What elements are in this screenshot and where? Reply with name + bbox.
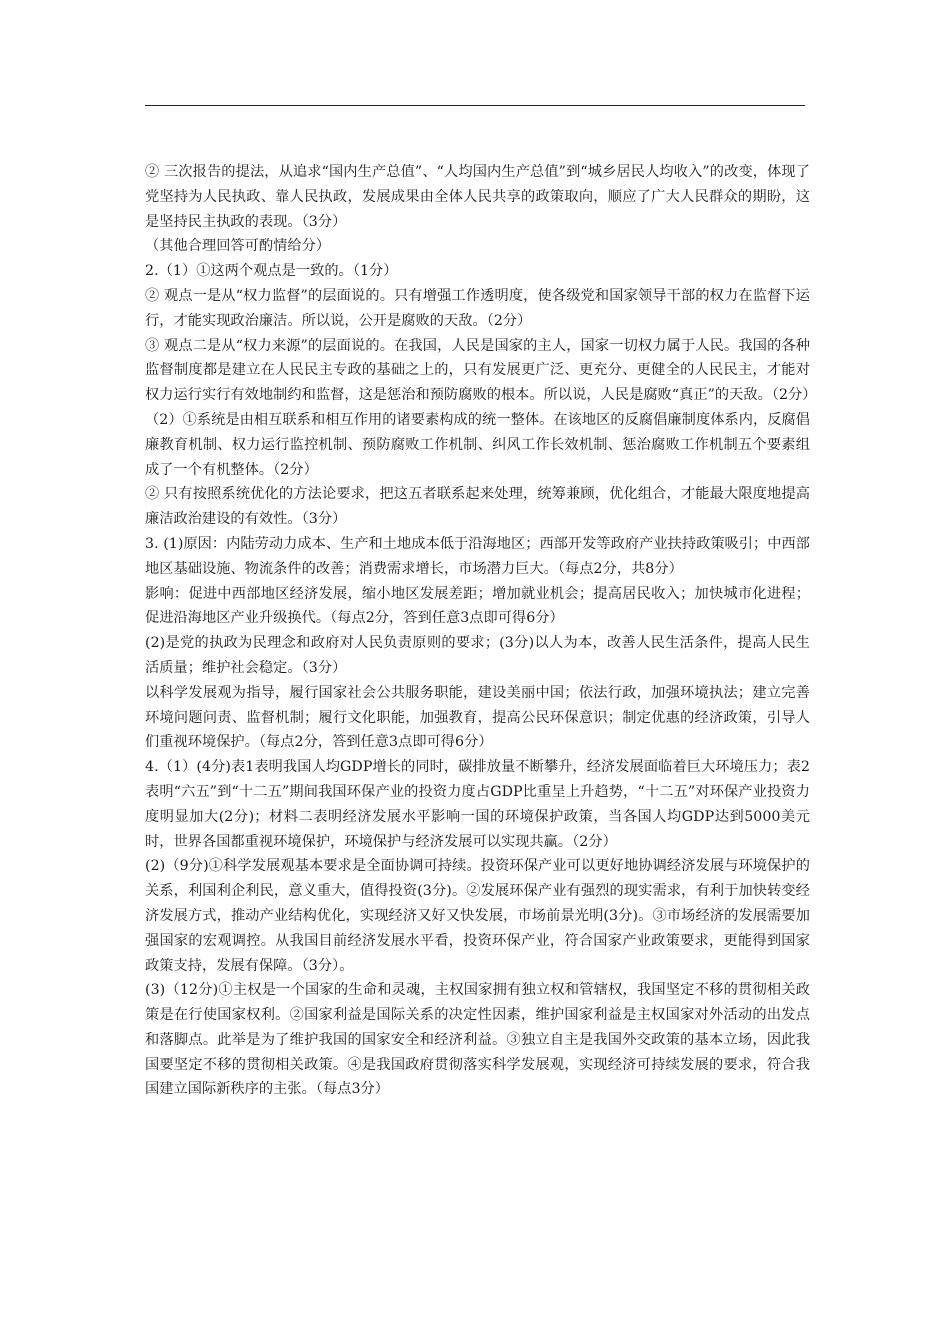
answer-paragraph: 2.（1）①这两个观点是一致的。（1分）: [145, 263, 398, 280]
answer-paragraph: 3. (1)原因：内陆劳动力成本、生产和土地成本低于沿海地区；西部开发等政府产业扶持政策吸引；中西部地区基础设施、物流条件的改善；消费需求增长，市场潜力巨大。（每点2分，共8分）: [145, 535, 810, 577]
answer-paragraph: ② 只有按照系统优化的方法论要求，把这五者联系起来处理，统筹兼顾，优化组合，才能最大限度地提高廉洁政治建设的有效性。（3分）: [145, 486, 810, 528]
answer-paragraph: (2)（9分)①科学发展观基本要求是全面协调可持续。投资环保产业可以更好地协调经济发展与环境保护的关系，利国利企利民，意义重大，值得投资(3分)。②发展环保产业有强烈的现实需求，有利于加快转变经济发展方式，推动产业结构优化，实现经济又好又快发展，市场前景光明(3分)。③市场经济的发展需要加强国家的宏观调控。从我国目前经济发展水平看，投资环保产业，符合国家产业政策要求，更能得到国家政策支持，发展有保障。（3分）。: [145, 858, 810, 974]
answer-paragraph: ③ 观点二是从“权力来源”的层面说的。在我国，人民是国家的主人，国家一切权力属于人民。我国的各种监督制度都是建立在人民民主专政的基础之上的，只有发展更广泛、更充分、更健全的人民民主，才能对权力运行实行有效地制约和监督，这是惩治和预防腐败的根本。所以说，人民是腐败“真正”的天敌。（2分）: [145, 337, 817, 404]
answer-paragraph: ② 三次报告的提法，从追求“国内生产总值”、“人均国内生产总值”到“城乡居民人均收入”的改变，体现了党坚持为人民执政、靠人民执政，发展成果由全体人民共享的政策取向，顺应了广大人民群众的期盼，这是坚持民主执政的表现。（3分）: [145, 164, 810, 230]
answer-paragraph: 影响：促进中西部地区经济发展，缩小地区发展差距；增加就业机会；提高居民收入；加快城市化进程；促进沿海地区产业升级换代。（每点2分，答到任意3点即可得6分）: [145, 585, 810, 627]
answer-paragraph: ② 观点一是从“权力监督”的层面说的。只有增强工作透明度，使各级党和国家领导干部的权力在监督下运行，才能实现政治廉洁。所以说，公开是腐败的天敌。（2分）: [145, 287, 810, 329]
header-rule: [145, 105, 805, 106]
answer-paragraph: （2）①系统是由相互联系和相互作用的诸要素构成的统一整体。在该地区的反腐倡廉制度体系内，反腐倡廉教育机制、权力运行监控机制、预防腐败工作机制、纠风工作长效机制、惩治腐败工作机制五个要素组成了一个有机整体。（2分）: [145, 411, 810, 478]
answer-paragraph: （其他合理回答可酌情给分）: [145, 238, 331, 255]
answer-paragraph: (2)是党的执政为民理念和政府对人民负责原则的要求；(3分)以人为本，改善人民生活条件，提高人民生活质量；维护社会稳定。（3分）: [145, 635, 810, 676]
answer-paragraph: (3)（12分)①主权是一个国家的生命和灵魂，主权国家拥有独立权和管辖权，我国坚定不移的贯彻相关政策是在行使国家权利。②国家利益是国际关系的决定性因素，维护国家利益是主权国家对外活动的出发点和落脚点。此举是为了维护我国的国家安全和经济利益。③独立自主是我国外交政策的基本立场，因此我国要坚定不移的贯彻相关政策。④是我国政府贯彻落实科学发展观，实现经济可持续发展的要求，符合我国建立国际新秩序的主张。（每点3分）: [145, 982, 810, 1098]
answer-paragraph: 4.（1）(4分)表1表明我国人均GDP增长的同时，碳排放量不断攀升，经济发展面临着巨大环境压力；表2表明“六五”到“十二五”期间我国环保产业的投资力度占GDP比重呈上升趋势，“十二五”对环保产业投资力度明显加大(2分)；材料二表明经济发展水平影响一国的环境保护政策，当各国人均GDP达到5000美元时，世界各国都重视环境保护，环境保护与经济发展可以实现共赢。（2分）: [145, 759, 810, 850]
answer-text-body: [145, 160, 817, 1102]
answer-paragraph: 以科学发展观为指导，履行国家社会公共服务职能，建设美丽中国；依法行政，加强环境执法；建立完善环境问题问责、监督机制；履行文化职能，加强教育，提高公民环保意识；制定优惠的经济政策，引导人们重视环境保护。（每点2分，答到任意3点即可得6分）: [145, 684, 810, 751]
